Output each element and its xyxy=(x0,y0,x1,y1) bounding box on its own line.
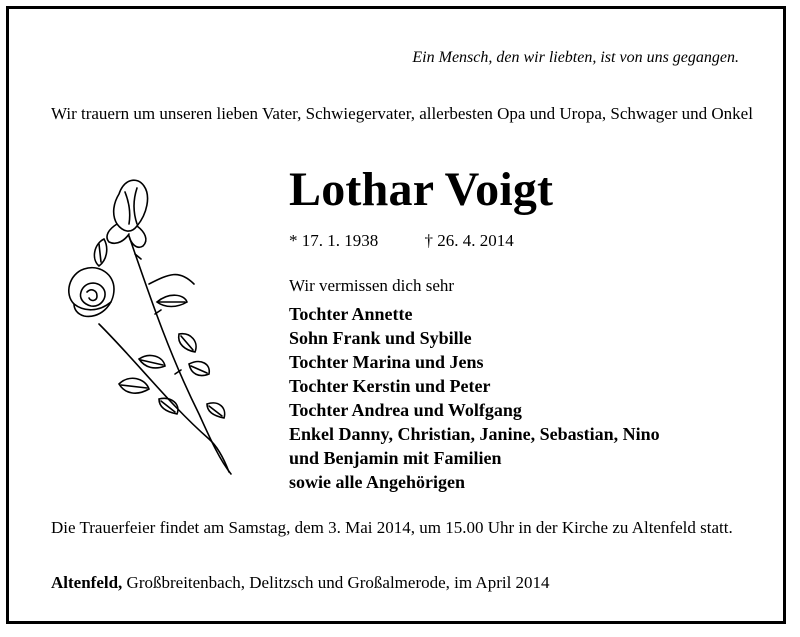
place-line xyxy=(51,573,550,593)
intro-text: Wir trauern um unseren lieben Vater, Schwiegervater, allerbesten Opa und Uropa, Schwager und Onkel xyxy=(51,104,753,123)
life-dates xyxy=(289,231,514,251)
rose-drawing-icon xyxy=(59,174,249,479)
list-item: Enkel Danny, Christian, Janine, Sebastian, Nino xyxy=(289,424,660,444)
service-text: Die Trauerfeier findet am Samstag, dem 3. Mai 2014, um 15.00 Uhr in der Kirche zu Altenfeld statt. xyxy=(51,518,733,537)
list-item: Tochter Annette xyxy=(289,304,413,324)
death-date: † 26. 4. 2014 xyxy=(424,231,514,250)
obituary-notice xyxy=(6,6,786,624)
list-item: Tochter Kerstin und Peter xyxy=(289,376,491,396)
list-item: Tochter Marina und Jens xyxy=(289,352,484,372)
birth-date: * 17. 1. 1938 xyxy=(289,231,379,250)
miss-line: Wir vermissen dich sehr xyxy=(289,276,455,295)
place-bold: Altenfeld, xyxy=(51,573,123,592)
deceased-name: Lothar Voigt xyxy=(289,163,554,216)
list-item: Tochter Andrea und Wolfgang xyxy=(289,400,522,420)
list-item: Sohn Frank und Sybille xyxy=(289,328,472,348)
list-item: und Benjamin mit Familien xyxy=(289,448,502,468)
motto: Ein Mensch, den wir liebten, ist von uns gegangen. xyxy=(412,49,739,66)
family-list xyxy=(289,302,660,494)
place-rest: Großbreitenbach, Delitzsch und Großalmerode, im April 2014 xyxy=(122,573,550,592)
list-item: sowie alle Angehörigen xyxy=(289,472,465,492)
